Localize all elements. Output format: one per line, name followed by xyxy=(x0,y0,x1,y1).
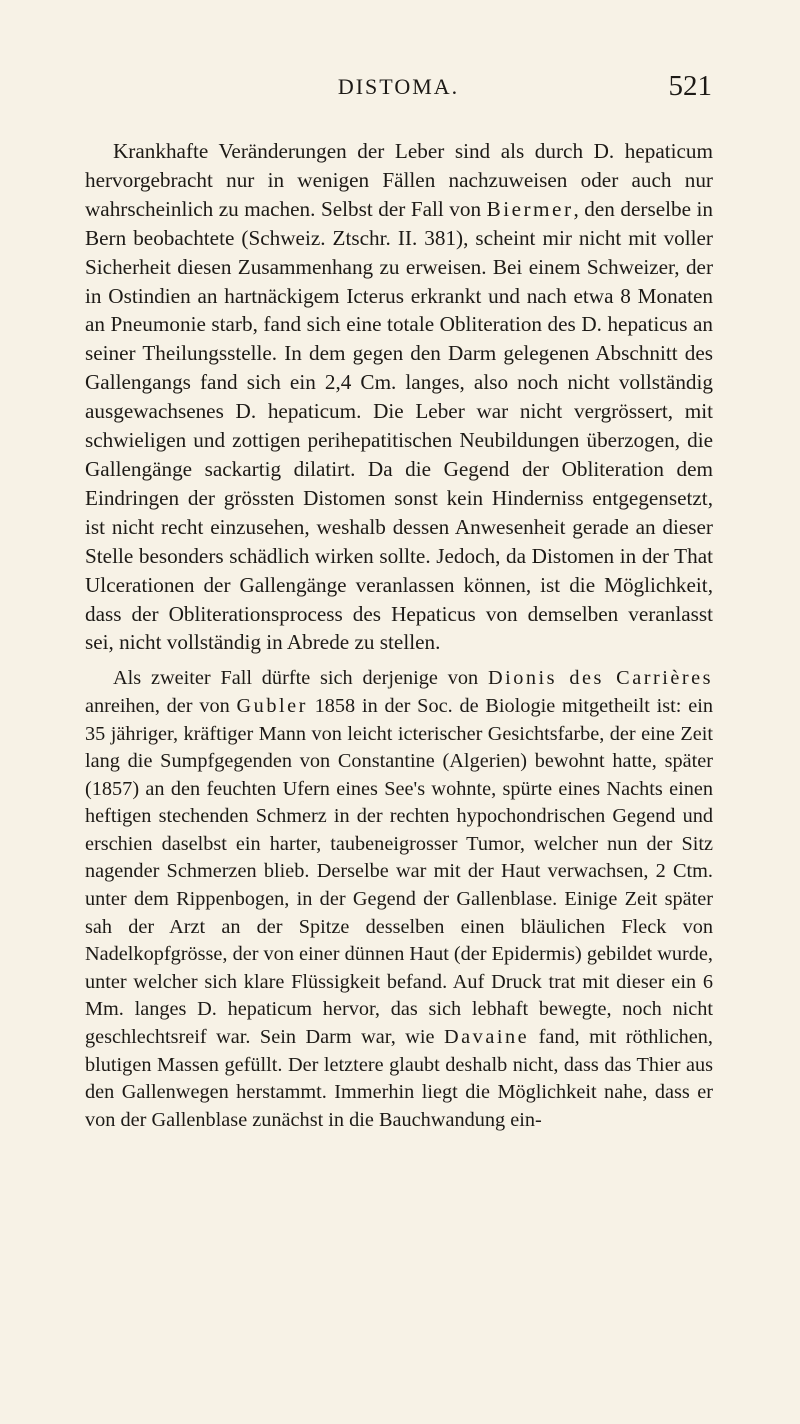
author-name-dionis-des-carrieres: Dionis des Carrières xyxy=(487,667,713,690)
author-name-biermer: Biermer xyxy=(486,196,574,221)
running-head xyxy=(85,70,712,114)
body-text xyxy=(85,137,713,1134)
text-segment: , den derselbe in Bern beobachtete (Schweiz. Ztschr. II. 381), scheint mir nicht mit voller Sicherheit diesen Zusammenhang zu erweisen. Bei einem Schweizer, der in Ostindien an hartnäckigem Icterus erkrankt und nach etwa 8 Monaten an Pneumonie starb, fand sich eine totale Obliteration des D. hepaticus an seiner Theilungsstelle. In dem gegen den Darm gelegenen Abschnitt des Gallengangs fand sich ein 2,4 Cm. langes, also noch nicht vollständig ausgewachsenes D. hepaticum. Die Leber war nicht vergrössert, mit schwieligen und zottigen perihepatitischen Neubildungen überzogen, die Gallengänge sackartig dilatirt. Da die Gegend der Obliteration dem Eindringen der grössten Distomen sonst kein Hinderniss entgegensetzt, ist nicht recht einzusehen, weshalb dessen Anwesenheit gerade an dieser Stelle besonders schädlich wirken sollte. Jedoch, da Distomen in der That Ulcerationen der Gallengänge veranlassen können, ist die Möglichkeit, dass der Obliterationsprocess des Hepaticus von demselben veranlasst sei, nicht vollständig in Abrede zu stellen. xyxy=(85,196,713,655)
text-segment: Als zweiter Fall dürfte sich derjenige von xyxy=(113,667,488,690)
text-segment: fand, mit röthlichen, blutigen Massen gefüllt. Der letztere glaubt deshalb nicht, dass das Thier aus den Gallenwegen herstammt. Immerhin liegt die Möglichkeit nahe, dass er von der Gallenblase zunächst in die Bauchwandung ein- xyxy=(85,1026,713,1131)
text-segment: Krankhafte Veränderungen der Leber sind als durch D. hepaticum hervorgebracht nur in wenigen Fällen nachzuweisen oder auch nur wahrscheinlich zu machen. Selbst der Fall von xyxy=(85,139,713,221)
author-name-gubler: Gubler xyxy=(236,694,308,717)
author-name-davaine: Davaine xyxy=(444,1026,530,1049)
paragraph-1 xyxy=(85,137,713,657)
text-segment: 1858 in der Soc. de Biologie mitgetheilt ist: ein 35 jähriger, kräftiger Mann von leicht icterischer Gesichtsfarbe, der eine Zeit lang die Sumpfgegenden von Constantine (Algerien) bewohnt hatte, später (1857) an den feuchten Ufern eines See's wohnte, spürte eines Nachts einen heftigen stechenden Schmerz in der rechten hypochondrischen Gegend und erschien daselbst ein harter, taubeneigrosser Tumor, welcher nun der Sitz nagender Schmerzen blieb. Derselbe war mit der Haut verwachsen, 2 Ctm. unter dem Rippenbogen, in der Gegend der Gallenblase. Einige Zeit später sah der Arzt an der Spitze desselben einen bläulichen Fleck von Nadelkopfgrösse, der von einer dünnen Haut (der Epidermis) gebildet wurde, unter welcher sich klare Flüssigkeit befand. Auf Druck trat mit dieser ein 6 Mm. langes D. hepaticum hervor, das sich lebhaft bewegte, noch nicht geschlechtsreif war. Sein Darm war, wie xyxy=(85,694,713,1049)
running-title: DISTOMA. xyxy=(337,74,460,99)
page-number: 521 xyxy=(668,70,712,102)
paragraph-2 xyxy=(85,665,713,1134)
text-segment: anreihen, der von xyxy=(85,694,237,717)
